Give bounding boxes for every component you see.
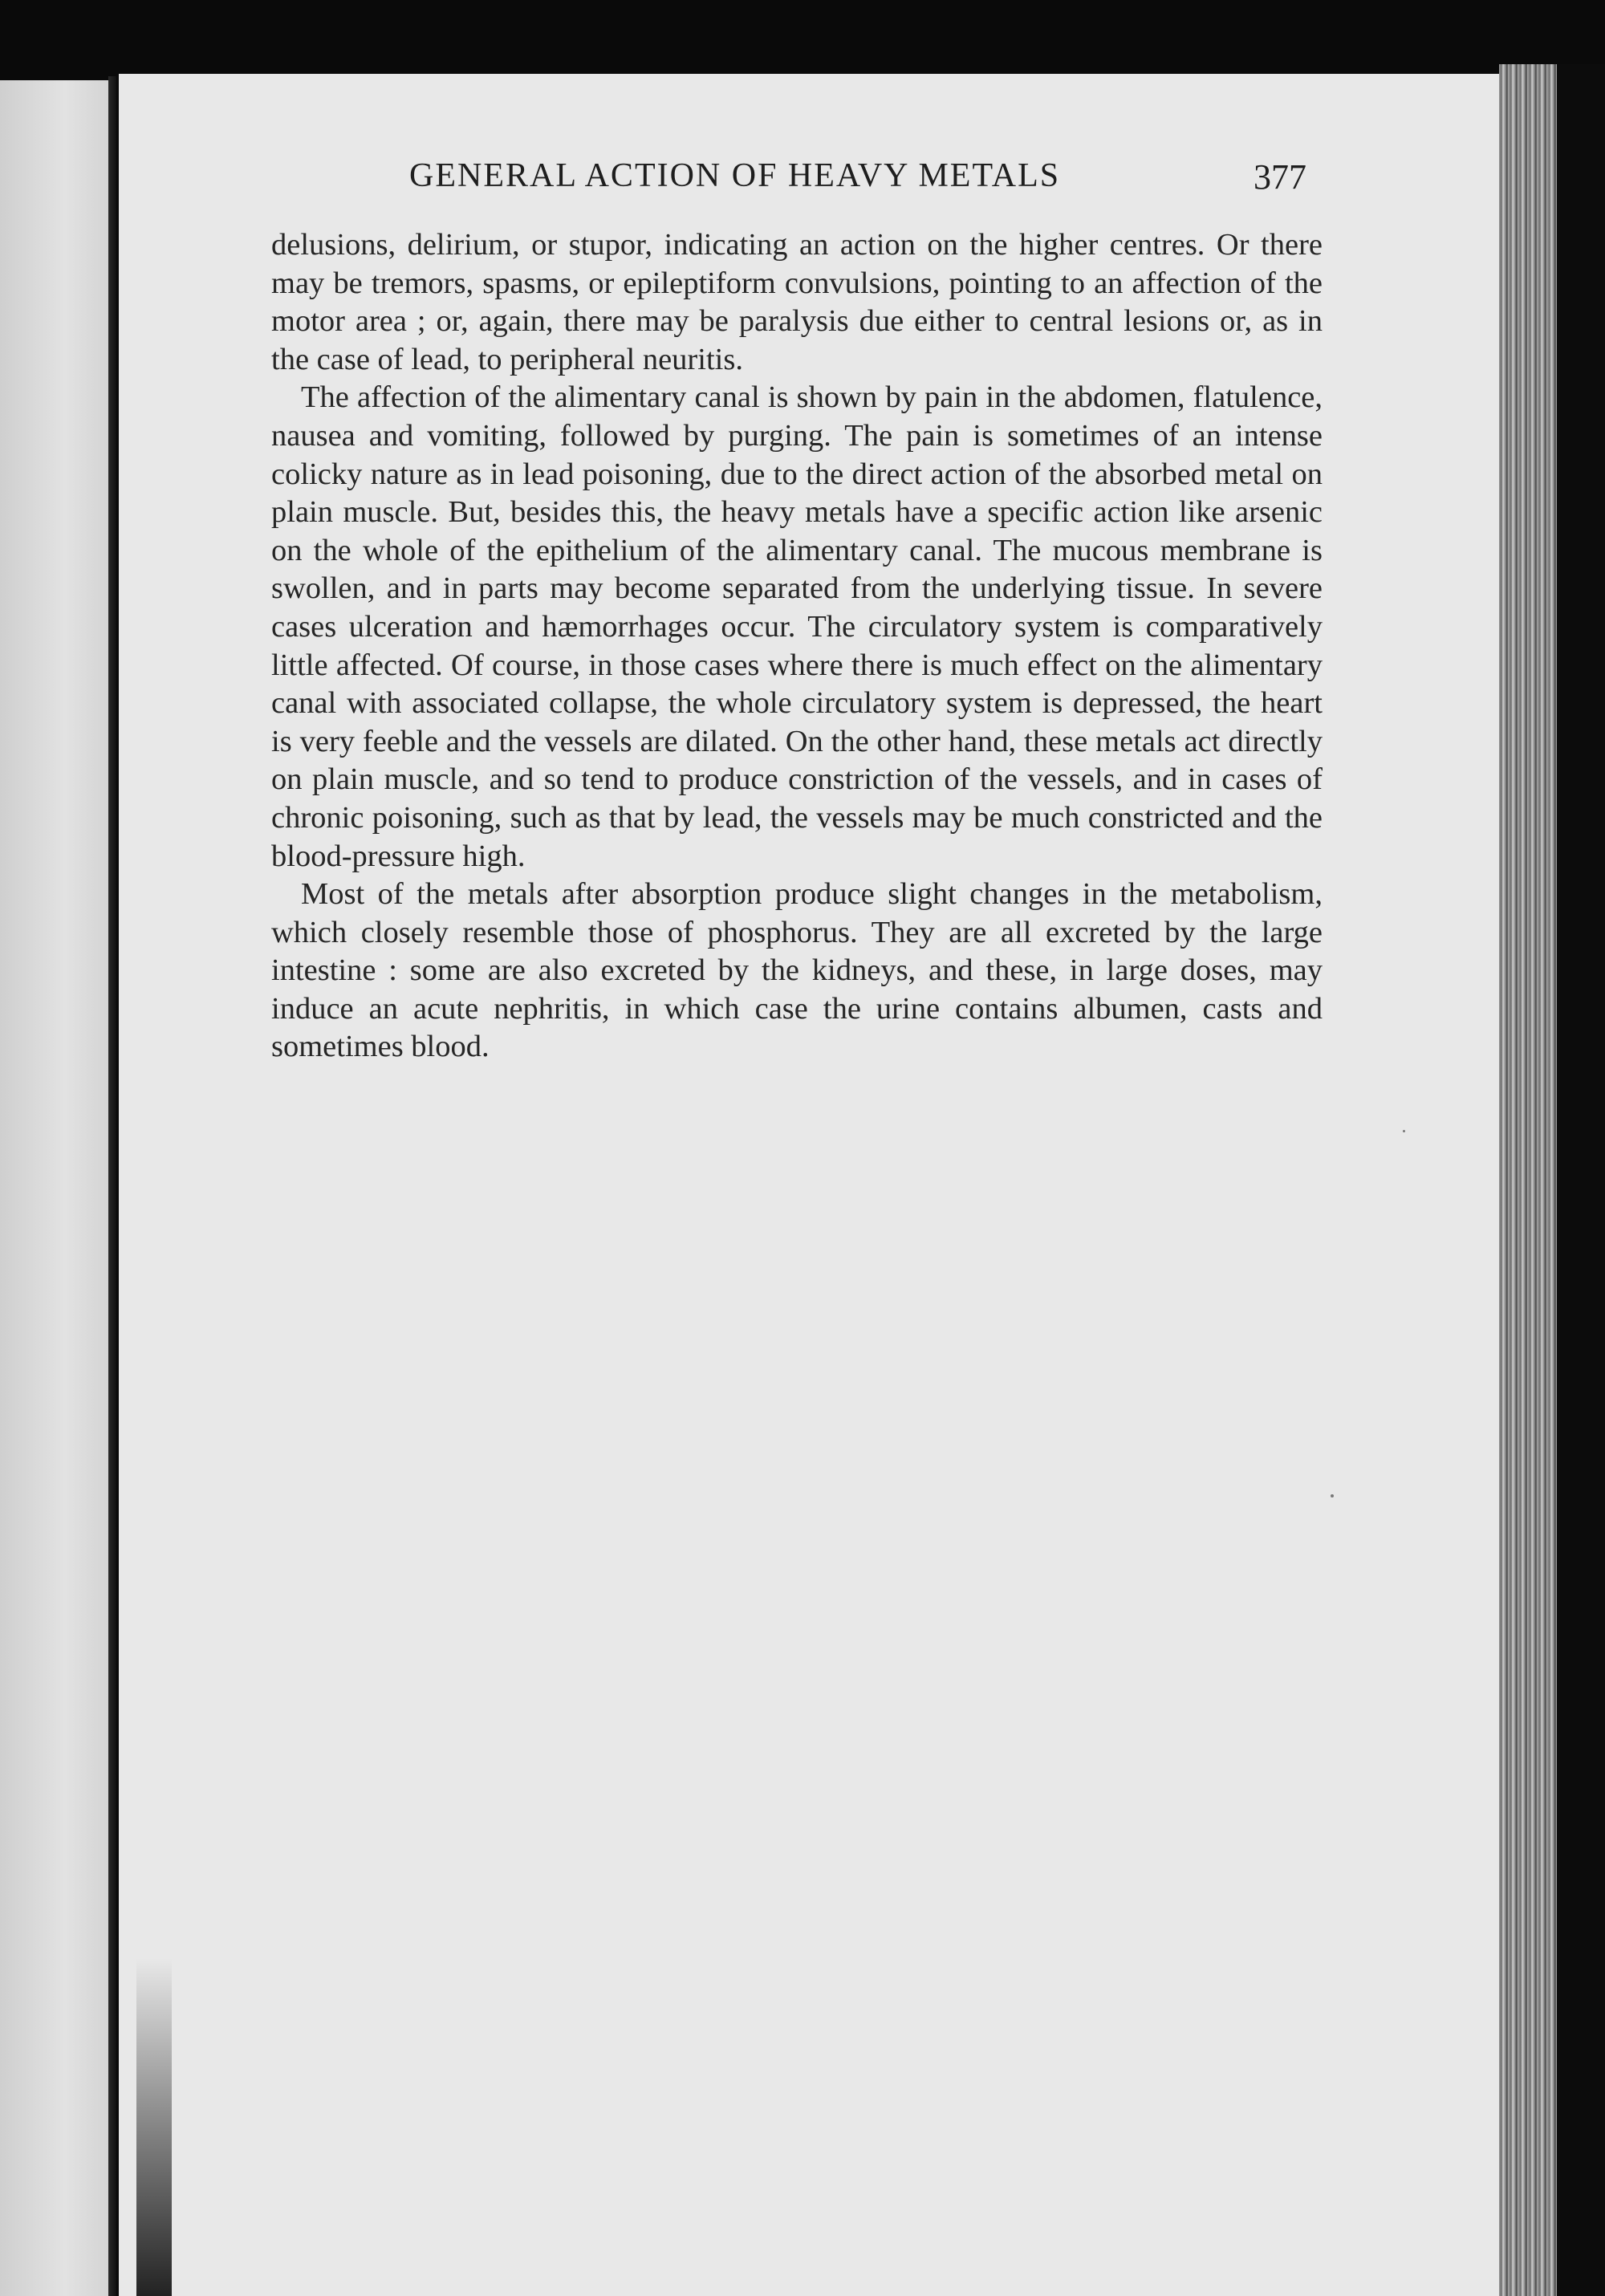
scanner-margin <box>1557 64 1605 2296</box>
running-head: GENERAL ACTION OF HEAVY METALS <box>409 157 1061 194</box>
paragraph: delusions, delirium, or stupor, indicating an action on the higher centres. Or there may be tremors, spasms, or epileptiform convulsions, pointing to an affection of the motor area ; or, again, there may be paralysis due either to central lesions or, as in the case of lead, to peripheral neuritis. <box>271 228 1323 376</box>
stacked-page-edges <box>1499 64 1557 2296</box>
paragraph: Most of the metals after absorption produce slight changes in the metabolism, which closely resemble those of phosphorus. They are all excreted by the large intestine : some are also excreted by the kidneys, and these, in large doses, may induce an acute nephritis, in which case the urine contains albumen, casts and sometimes blood. <box>271 877 1323 1064</box>
paragraph: The affection of the alimentary canal is shown by pain in the abdomen, flatulence, nausea and vomiting, followed by purging. The pain is sometimes of an intense colicky nature as in lead poisoning, due to the direct action of the absorbed metal on plain muscle. But, besides this, the heavy metals have a specific action like arsenic on the whole of the epithelium of the alimentary canal. The mucous membrane is swollen, and in parts may become separated from the underlying tissue. In severe cases ulceration and hæmorrhages occur. The circulatory system is comparatively little affected. Of course, in those cases where there is much effect on the alimentary canal with associated collapse, the whole circulatory system is depressed, the heart is very feeble and the vessels are dilated. On the other hand, these metals act directly on plain muscle, and so tend to produce constriction of the vessels, and in cases of chronic poisoning, such as that by lead, the vessels may be much constricted and the blood-pressure high. <box>271 380 1323 873</box>
body-text <box>271 226 1323 1067</box>
scan-speck <box>1403 1130 1405 1132</box>
scan-speck <box>1331 1494 1334 1497</box>
page-number: 377 <box>1254 157 1306 197</box>
facing-page-edge <box>0 80 108 2296</box>
gutter-shadow <box>136 1958 172 2296</box>
book-gutter <box>108 76 116 2296</box>
